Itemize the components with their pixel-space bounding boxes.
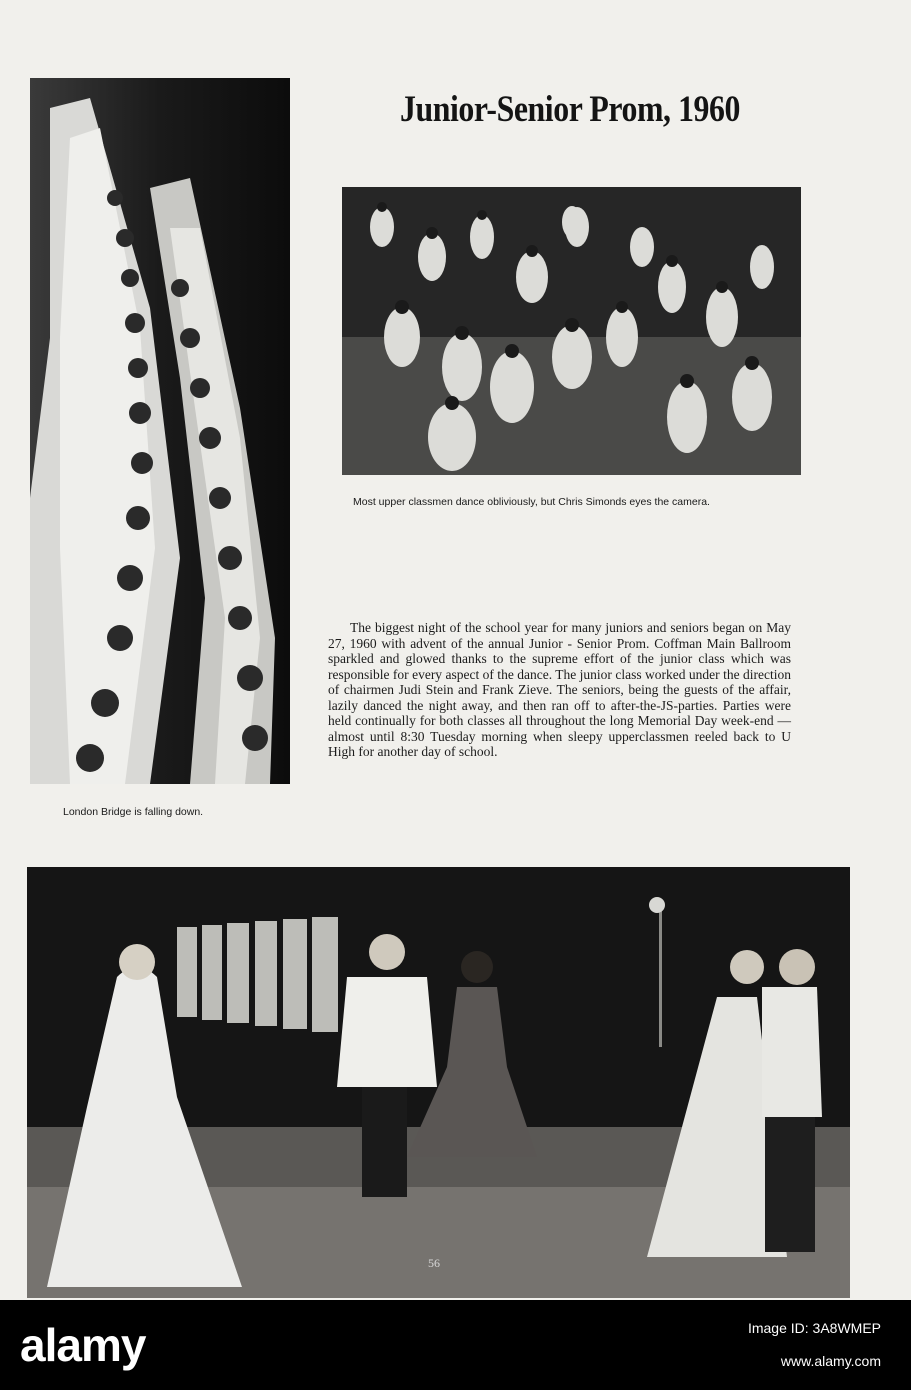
page-number: 56	[428, 1256, 440, 1270]
watermark-footer	[0, 1300, 911, 1390]
image-id-label: Image ID: 3A8WMEP	[747, 1320, 881, 1336]
london-bridge-caption: London Bridge is falling down.	[63, 806, 204, 818]
london-bridge-photo	[30, 78, 290, 784]
dancers-caption: Most upper classmen dance obliviously, but Chris Simonds eyes the camera.	[353, 496, 710, 508]
page-title: Junior-Senior Prom, 1960	[400, 89, 740, 130]
dancers-photo	[342, 187, 801, 475]
article-body: The biggest night of the school year for many juniors and seniors began on May 27, 1960 with advent of the annual Junior - Senior Prom. Coffman Main Ballroom sparkled and glowed thanks to the supreme effort of the junior class which was responsible for every aspect of the dance. The junior class worked under the direction of chairmen Judi Stein and Frank Zieve. The seniors, being the guests of the affair, lazily danced the night away, and then ran off to after-the-JS-parties. Parties were held continually for both classes all throughout the long Memorial Day week-end — almost until 8:30 Tuesday morning when sleepy upperclassmen reeled back to U High for another day of school.	[328, 620, 791, 759]
grand-march-photo	[27, 867, 850, 1298]
alamy-logo: alamy	[20, 1319, 146, 1371]
website-link[interactable]: www.alamy.com	[780, 1353, 881, 1369]
